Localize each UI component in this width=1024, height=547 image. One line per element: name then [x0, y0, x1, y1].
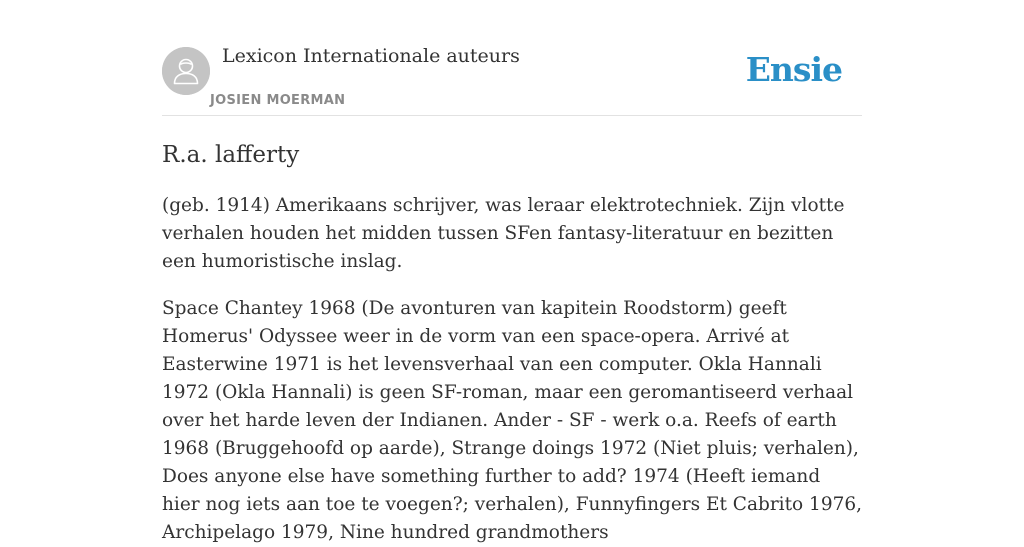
article-paragraph-1: (geb. 1914) Amerikaans schrijver, was leraar elektrotechniek. Zijn vlotte verhalen houden het midden tussen SFen fantasy-literatuur en bezitten een humoristische inslag. — [162, 195, 845, 272]
article-paragraph-2: Space Chantey 1968 (De avonturen van kapitein Roodstorm) geeft Homerus' Odyssee weer in de vorm van een space-opera. Arrivé at Easterwine 1971 is het levensverhaal van een computer. Okla Hannali 1972 (Okla Hannali) is geen SF-roman, maar een geromantiseerd verhaal over het harde leven der Indianen. Ander - SF - werk o.a. Reefs of earth 1968 (Bruggehoofd op aarde), Strange doings 1972 (Niet pluis; verhalen), Does anyone else have something further to add? 1974 (Heeft iemand hier nog iets aan toe te voegen?; verhalen), Funnyfingers Et Cabrito 1976, Archipelago 1979, Nine hundred grandmothers — [162, 298, 863, 543]
article-header — [162, 0, 862, 116]
source-title-link[interactable]: Lexicon Internationale auteurs — [222, 45, 520, 67]
user-avatar-icon — [162, 47, 210, 95]
author-name[interactable]: JOSIEN MOERMAN — [210, 93, 346, 108]
author-avatar[interactable] — [162, 47, 210, 95]
article-title: R.a. lafferty — [162, 142, 300, 168]
ensie-logo[interactable]: Ensie — [745, 50, 842, 89]
content-container — [162, 0, 862, 547]
